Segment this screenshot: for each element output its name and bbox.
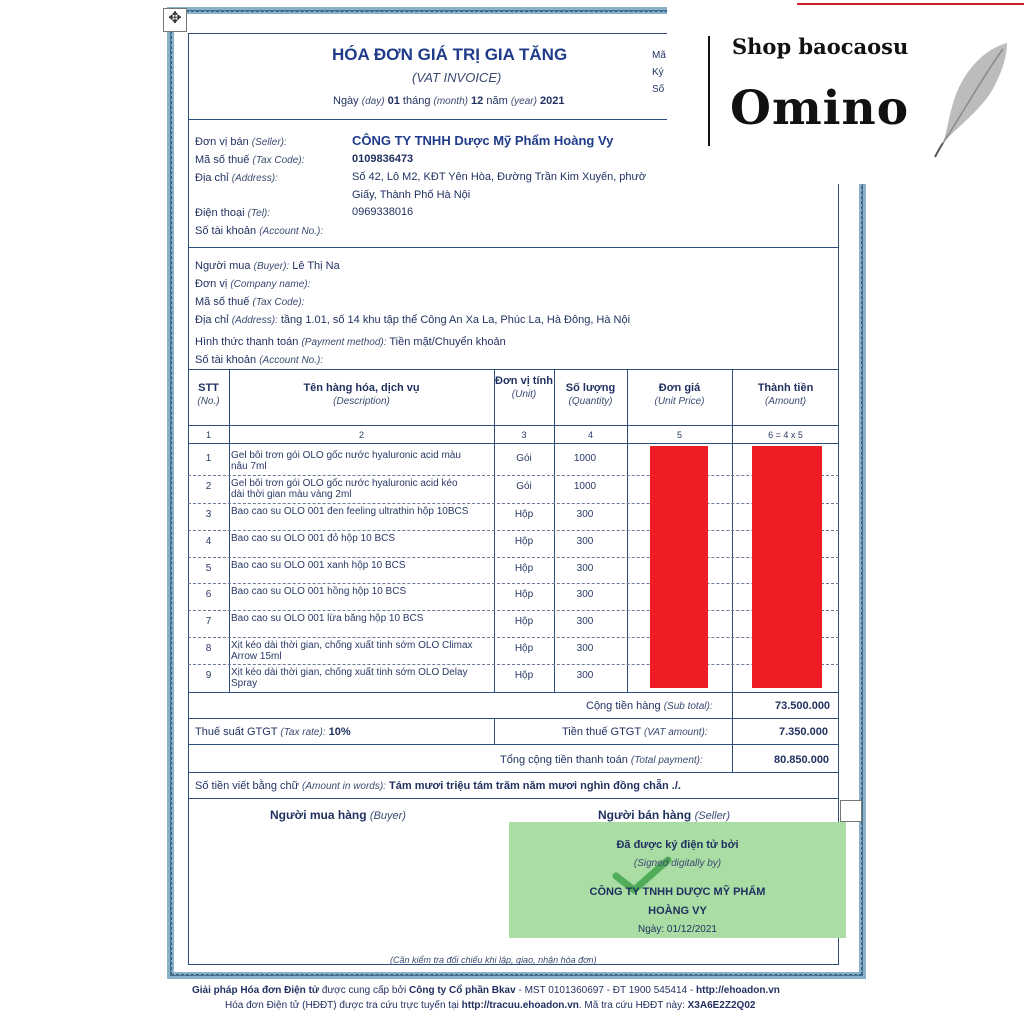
redacted-amount: [752, 446, 822, 688]
subtotal-label: Cộng tiền hàng (Sub total):: [586, 700, 713, 712]
buyer-payment: Tiền mặt/Chuyển khoản: [389, 336, 506, 348]
invoice-title: HÓA ĐƠN GIÁ TRỊ GIA TĂNG: [332, 45, 568, 64]
brand-red-line: [797, 3, 1024, 5]
date-label: Ngày: [333, 95, 359, 107]
row-description: Gel bôi trơn gói OLO gốc nước hyaluronic acid kéo: [231, 478, 458, 489]
date-month-label: tháng: [402, 95, 431, 107]
row-description: Xịt kéo dài thời gian, chống xuất tinh sớm OLO Climax: [231, 640, 473, 651]
seller-name-label: Đơn vị bán (Seller):: [195, 136, 287, 148]
buyer-signature-title: Người mua hàng (Buyer): [270, 808, 406, 822]
index-cell: 2: [358, 430, 364, 440]
footer-line-2: Hóa đơn Điện tử (HĐĐT) được tra cứu trực tuyến tại http://tracuu.ehoadon.vn. Mã tra cứu HĐĐT này: X3A6E2Z2Q02: [225, 1000, 756, 1011]
redacted-unit-price: [650, 446, 708, 688]
row-description: Bao cao su OLO 001 lừa băng hộp 10 BCS: [231, 613, 424, 624]
row-number: 8: [205, 643, 212, 654]
subtotal-value: 73.500.000: [775, 700, 831, 712]
seller-address-label: Địa chỉ (Address):: [195, 172, 278, 184]
row-unit: Hộp: [514, 616, 534, 627]
signed-by-label: Đã được ký điện tử bởi: [616, 839, 739, 851]
tracuu-link: http://tracuu.ehoadon.vn: [461, 1000, 579, 1011]
tax-rate-row: Thuế suất GTGT (Tax rate): 10%: [195, 726, 351, 738]
divider: [188, 798, 839, 799]
brand-divider-bar: [708, 36, 710, 146]
divider: [188, 247, 839, 248]
date-year-en: (year): [510, 96, 537, 107]
date-month: 12: [471, 95, 484, 107]
index-cell: 5: [676, 430, 682, 440]
buyer-address-row: Địa chỉ (Address): tầng 1.01, số 14 khu tập thể Công An Xa La, Phúc La, Hà Đông, Hà Nội: [195, 314, 631, 326]
side-label-1: Mã: [652, 50, 666, 61]
buyer-name: Lê Thị Na: [292, 260, 340, 272]
move-handle-icon[interactable]: ✥: [163, 8, 187, 32]
row-number: 6: [205, 589, 212, 600]
col-sep: [494, 718, 495, 744]
index-cell: 3: [521, 430, 527, 440]
vat-value: 7.350.000: [779, 726, 828, 738]
total-value: 80.850.000: [774, 754, 830, 766]
row-number: 1: [205, 453, 212, 464]
row-number: 5: [205, 563, 212, 574]
seller-name: CÔNG TY TNHH Dược Mỹ Phẩm Hoàng Vy: [352, 133, 614, 148]
check-note: (Cần kiểm tra đối chiếu khi lập, giao, nhận hóa đơn): [390, 955, 597, 965]
index-cell: 1: [205, 430, 211, 440]
col-sep: [732, 692, 733, 772]
row-description: Bao cao su OLO 001 đen feeling ultrathin hộp 10BCS: [231, 506, 469, 517]
signer-company-line1: CÔNG TY TNHH DƯỢC MỸ PHẨM: [589, 886, 766, 898]
divider: [188, 772, 839, 773]
seller-tax-label: Mã số thuế (Tax Code):: [195, 154, 305, 166]
row-description-cont: nâu 7ml: [231, 461, 267, 472]
signed-by-label-en: (Signed digitally by): [633, 858, 722, 869]
amount-in-words-row: Số tiền viết bằng chữ (Amount in words): Tám mươi triệu tám trăm năm mươi nghìn đồng chẵn ./.: [195, 780, 681, 792]
row-unit: Hộp: [514, 509, 534, 520]
row-quantity: 300: [576, 670, 594, 681]
row-separator: [188, 664, 839, 665]
row-unit: Hộp: [514, 563, 534, 574]
row-quantity: 300: [576, 536, 594, 547]
th-unit-price: Đơn giá (Unit Price): [654, 382, 705, 407]
index-cell: 6 = 4 x 5: [768, 430, 803, 440]
row-unit: Gói: [516, 481, 532, 492]
row-unit: Hộp: [514, 643, 534, 654]
buyer-company-label: Đơn vị (Company name):: [195, 278, 311, 290]
shop-brand-overlay: [667, 3, 1024, 184]
row-description-cont: Arrow 15ml: [231, 651, 282, 662]
buyer-address: tầng 1.01, số 14 khu tập thể Công An Xa La, Phúc La, Hà Đông, Hà Nội: [280, 314, 631, 326]
row-unit: Hộp: [514, 589, 534, 600]
corner-checkbox[interactable]: [840, 800, 862, 822]
vat-label: Tiền thuế GTGT (VAT amount):: [562, 726, 708, 738]
row-quantity: 300: [576, 589, 594, 600]
seller-address-line1: Số 42, Lô M2, KĐT Yên Hòa, Đường Trần Kim Xuyến, phườ: [352, 171, 647, 183]
table-bottom-line: [188, 692, 839, 693]
row-unit: Gói: [516, 453, 532, 464]
date-year: 2021: [540, 95, 565, 107]
date-month-en: (month): [433, 96, 468, 107]
row-quantity: 300: [576, 643, 594, 654]
row-quantity: 1000: [573, 481, 597, 492]
row-number: 2: [205, 481, 212, 492]
side-label-3: Số: [652, 84, 665, 95]
th-unit: Đơn vị tính (Unit): [495, 375, 553, 400]
index-cell: 4: [587, 430, 593, 440]
feather-quill-icon: [929, 39, 1013, 159]
buyer-tax-label: Mã số thuế (Tax Code):: [195, 296, 305, 308]
th-description: Tên hàng hóa, dịch vụ (Description): [303, 382, 420, 407]
row-quantity: 1000: [573, 453, 597, 464]
row-description: Bao cao su OLO 001 hồng hộp 10 BCS: [231, 586, 407, 597]
seller-tax-code: 0109836473: [352, 153, 414, 165]
brand-shop-name: Shop baocaosu: [732, 34, 909, 59]
brand-logo-text: Omino: [730, 81, 910, 136]
invoice-date: [333, 95, 564, 107]
total-label: Tổng cộng tiền thanh toán (Total payment):: [500, 754, 703, 766]
row-quantity: 300: [576, 509, 594, 520]
row-separator: [188, 557, 839, 558]
row-description: Bao cao su OLO 001 đỏ hộp 10 BCS: [231, 533, 395, 544]
ehoadon-link: http://ehoadon.vn: [696, 985, 780, 996]
amount-in-words: Tám mươi triệu tám trăm năm mươi nghìn đồng chẵn ./.: [389, 780, 681, 792]
divider: [188, 718, 839, 719]
lookup-code: X3A6E2Z2Q02: [687, 1000, 756, 1011]
th-amount: Thành tiền (Amount): [757, 382, 814, 407]
date-day-en: (day): [361, 96, 385, 107]
seller-tel: 0969338016: [352, 206, 414, 218]
footer-line-1: Giải pháp Hóa đơn Điện tử được cung cấp bởi Công ty Cổ phần Bkav - MST 0101360697 - ĐT 1900 545414 - http://ehoadon.vn: [192, 985, 780, 996]
row-quantity: 300: [576, 616, 594, 627]
row-number: 7: [205, 616, 212, 627]
th-quantity: Số lượng (Quantity): [565, 382, 616, 407]
divider: [188, 744, 839, 745]
signer-company-line2: HOÀNG VY: [648, 905, 707, 917]
row-separator: [188, 475, 839, 476]
row-description: Xịt kéo dài thời gian, chống xuất tinh sớm OLO Delay: [231, 667, 468, 678]
buyer-payment-row: Hình thức thanh toán (Payment method): Tiền mặt/Chuyển khoản: [195, 336, 506, 348]
table-header-line: [188, 425, 839, 426]
table-index-line: [188, 443, 839, 444]
row-unit: Hộp: [514, 670, 534, 681]
row-description: Gel bôi trơn gói OLO gốc nước hyaluronic acid màu: [231, 450, 461, 461]
row-separator: [188, 610, 839, 611]
side-label-2: Ký: [652, 67, 664, 78]
seller-account-label: Số tài khoản (Account No.):: [195, 225, 324, 237]
date-year-label: năm: [486, 95, 508, 107]
table-top-line: [188, 369, 839, 370]
seller-tel-label: Điện thoại (Tel):: [195, 207, 271, 219]
row-description: Bao cao su OLO 001 xanh hộp 10 BCS: [231, 560, 406, 571]
row-separator: [188, 583, 839, 584]
invoice-subtitle: (VAT INVOICE): [412, 70, 502, 85]
th-no: STT (No.): [197, 382, 220, 407]
row-description-cont: dài thời gian màu vàng 2ml: [231, 489, 352, 500]
row-number: 9: [205, 670, 212, 681]
row-separator: [188, 503, 839, 504]
buyer-name-row: Người mua (Buyer): Lê Thị Na: [195, 260, 340, 272]
seller-signature-title: Người bán hàng (Seller): [598, 808, 731, 822]
row-separator: [188, 637, 839, 638]
row-number: 3: [205, 509, 212, 520]
row-number: 4: [205, 536, 212, 547]
row-description-cont: Spray: [231, 678, 258, 689]
row-unit: Hộp: [514, 536, 534, 547]
signature-date: Ngày: 01/12/2021: [638, 924, 717, 935]
seller-address-line2: Giấy, Thành Phố Hà Nội: [352, 189, 471, 201]
row-separator: [188, 530, 839, 531]
buyer-account-label: Số tài khoản (Account No.):: [195, 354, 324, 366]
tax-rate-value: 10%: [328, 726, 351, 738]
row-quantity: 300: [576, 563, 594, 574]
date-day: 01: [387, 95, 400, 107]
